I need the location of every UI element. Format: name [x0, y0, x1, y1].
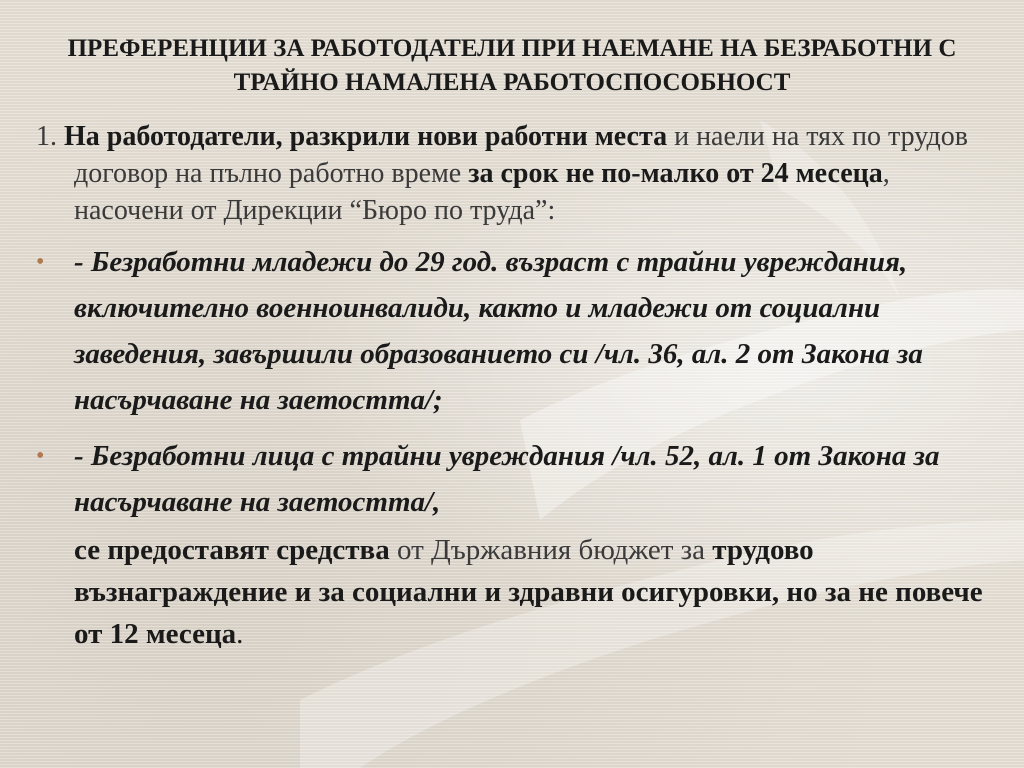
closing-bold-funds: се предоставят средства	[74, 534, 390, 566]
item-1-bold-employers: На работодатели, разкрили нови работни места	[64, 121, 668, 152]
bullet-text: - Безработни лица с трайни увреждания /чл. 52, ал. 1 от Закона за насърчаване на заетостта/,	[74, 440, 940, 518]
item-1-paragraph	[36, 118, 986, 229]
bullet-text: - Безработни младежи до 29 год. възраст с трайни увреждания, включително военноинвалиди, както и младежи от социални заведения, завършили образованието си /чл. 36, ал. 2 от Закона за насърчаване на заетостта/;	[74, 246, 923, 416]
item-1-text-directorate: , насочени от Дирекции “Бюро по труда”:	[74, 158, 890, 226]
bullet-item-young-unemployed	[36, 239, 986, 423]
slide-content	[36, 118, 986, 655]
item-1-bold-term: за срок не по-малко от 24 месеца	[468, 158, 883, 189]
item-1-text-contract: и наели на тях по трудов договор на пълно работно време	[74, 121, 968, 189]
bullet-marker-icon: •	[36, 249, 45, 275]
bullet-item-disabled-unemployed	[36, 433, 986, 525]
closing-bold-remuneration: трудово възнаграждение и за социални и здравни осигуровки, но за не повече от 12 месеца	[74, 534, 983, 650]
closing-paragraph	[36, 529, 986, 655]
bullet-marker-icon: •	[36, 443, 45, 469]
closing-period: .	[236, 618, 244, 650]
slide-title: ПРЕФЕРЕНЦИИ ЗА РАБОТОДАТЕЛИ ПРИ НАЕМАНЕ НА БЕЗРАБОТНИ С ТРАЙНО НАМАЛЕНА РАБОТОСПОСОБНОСТ	[67, 35, 957, 96]
closing-text-budget: от Държавния бюджет за	[396, 534, 705, 566]
item-1-number: 1.	[36, 121, 57, 152]
